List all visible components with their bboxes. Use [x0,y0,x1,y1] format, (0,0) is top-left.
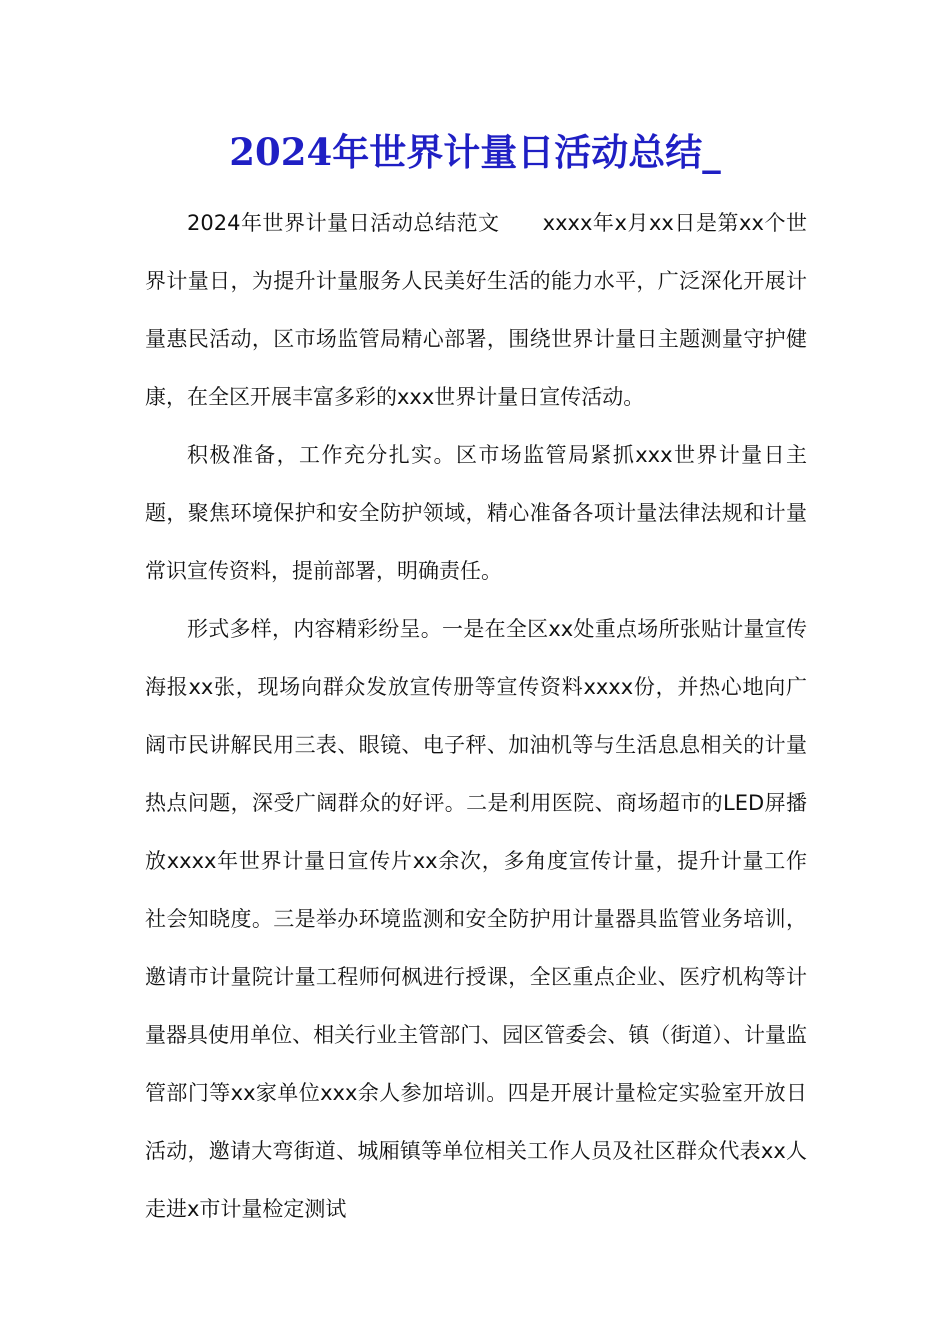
paragraph-intro: 2024年世界计量日活动总结范文 xxxx年x月xx日是第xx个世界计量日，为提升计量服务人民美好生活的能力水平，广泛深化开展计量惠民活动，区市场监管局精心部署，围绕世界计量日主题测量守护健康，在全区开展丰富多彩的xxx世界计量日宣传活动。 [145,211,807,409]
document-body [145,194,807,1238]
paragraph-activities: 形式多样，内容精彩纷呈。一是在全区xx处重点场所张贴计量宣传海报xx张，现场向群众发放宣传册等宣传资料xxxx份，并热心地向广阔市民讲解民用三表、眼镜、电子秤、加油机等与生活息息相关的计量热点问题，深受广阔群众的好评。二是利用医院、商场超市的LED屏播放xxxx年世界计量日宣传片xx余次，多角度宣传计量，提升计量工作社会知晓度。三是举办环境监测和安全防护用计量器具监管业务培训，邀请市计量院计量工程师何枫进行授课，全区重点企业、医疗机构等计量器具使用单位、相关行业主管部门、园区管委会、镇（街道）、计量监管部门等xx家单位xxx余人参加培训。四是开展计量检定实验室开放日活动，邀请大弯街道、城厢镇等单位相关工作人员及社区群众代表xx人走进x市计量检定测试 [145,617,807,1221]
paragraph-preparation: 积极准备，工作充分扎实。区市场监管局紧抓xxx世界计量日主题，聚焦环境保护和安全防护领域，精心准备各项计量法律法规和计量常识宣传资料，提前部署，明确责任。 [145,443,807,583]
document-title: 2024年世界计量日活动总结_ [229,130,721,174]
